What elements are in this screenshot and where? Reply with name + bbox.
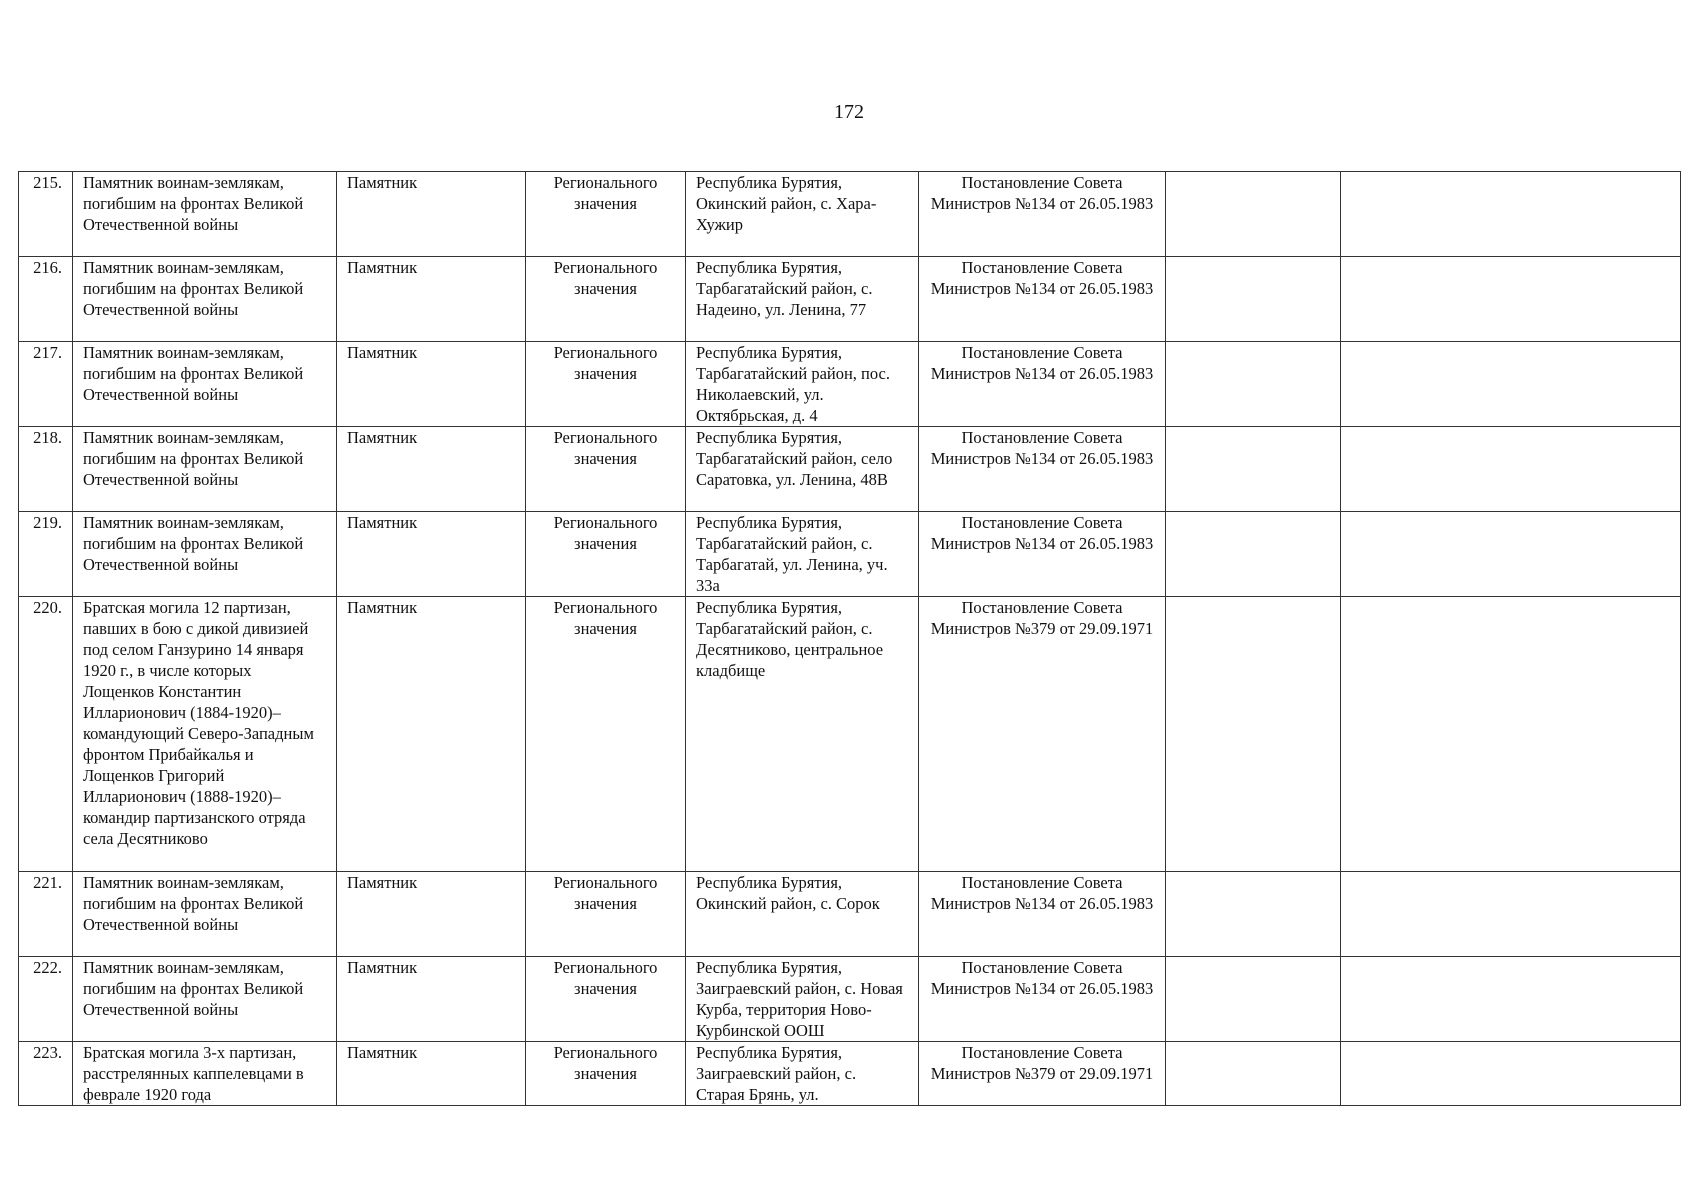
table-row bbox=[19, 342, 1681, 427]
protection-category: Регионального значения bbox=[526, 872, 686, 957]
object-location: Республика Бурятия, Тарбагатайский район, село Саратовка, ул. Ленина, 48В bbox=[686, 427, 919, 512]
object-type: Памятник bbox=[337, 1042, 526, 1106]
object-type: Памятник bbox=[337, 957, 526, 1042]
table-row bbox=[19, 427, 1681, 512]
protection-category: Регионального значения bbox=[526, 512, 686, 597]
object-name: Памятник воинам-землякам, погибшим на фронтах Великой Отечественной войны bbox=[73, 342, 337, 427]
table-row bbox=[19, 597, 1681, 872]
object-location: Республика Бурятия, Тарбагатайский район, с. Тарбагатай, ул. Ленина, уч. 33а bbox=[686, 512, 919, 597]
empty-cell bbox=[1341, 172, 1681, 257]
empty-cell bbox=[1166, 172, 1341, 257]
row-number: 220. bbox=[19, 597, 73, 872]
row-number: 216. bbox=[19, 257, 73, 342]
table-row bbox=[19, 512, 1681, 597]
empty-cell bbox=[1341, 872, 1681, 957]
object-name: Памятник воинам-землякам, погибшим на фронтах Великой Отечественной войны bbox=[73, 257, 337, 342]
object-type: Памятник bbox=[337, 872, 526, 957]
object-location: Республика Бурятия, Тарбагатайский район, с. Надеино, ул. Ленина, 77 bbox=[686, 257, 919, 342]
empty-cell bbox=[1341, 342, 1681, 427]
empty-cell bbox=[1341, 597, 1681, 872]
object-location: Республика Бурятия, Окинский район, с. Сорок bbox=[686, 872, 919, 957]
object-type: Памятник bbox=[337, 427, 526, 512]
legal-act: Постановление Совета Министров №379 от 29.09.1971 bbox=[919, 1042, 1166, 1106]
row-number: 219. bbox=[19, 512, 73, 597]
object-type: Памятник bbox=[337, 512, 526, 597]
object-name: Братская могила 3-х партизан, расстрелянных каппелевцами в феврале 1920 года bbox=[73, 1042, 337, 1106]
row-number: 215. bbox=[19, 172, 73, 257]
legal-act: Постановление Совета Министров №134 от 26.05.1983 bbox=[919, 872, 1166, 957]
row-number: 218. bbox=[19, 427, 73, 512]
row-number: 222. bbox=[19, 957, 73, 1042]
object-name: Братская могила 12 партизан, павших в бою с дикой дивизией под селом Ганзурино 14 января 1920 г., в числе которых Лощенков Константин Илларионович (1884-1920)–командующий Северо-Западным фронтом Прибайкалья и Лощенков Григорий Илларионович (1888-1920)–командир партизанского отряда села Десятниково bbox=[73, 597, 337, 872]
object-location: Республика Бурятия, Окинский район, с. Хара-Хужир bbox=[686, 172, 919, 257]
legal-act: Постановление Совета Министров №134 от 26.05.1983 bbox=[919, 427, 1166, 512]
table-row bbox=[19, 1042, 1681, 1106]
monuments-registry-table bbox=[18, 171, 1681, 1106]
object-location: Республика Бурятия, Тарбагатайский район, пос. Николаевский, ул. Октябрьская, д. 4 bbox=[686, 342, 919, 427]
protection-category: Регионального значения bbox=[526, 342, 686, 427]
legal-act: Постановление Совета Министров №134 от 26.05.1983 bbox=[919, 957, 1166, 1042]
object-type: Памятник bbox=[337, 257, 526, 342]
empty-cell bbox=[1341, 1042, 1681, 1106]
object-location: Республика Бурятия, Тарбагатайский район, с. Десятниково, центральное кладбище bbox=[686, 597, 919, 872]
table-row bbox=[19, 957, 1681, 1042]
protection-category: Регионального значения bbox=[526, 427, 686, 512]
page-number: 172 bbox=[834, 101, 864, 123]
row-number: 223. bbox=[19, 1042, 73, 1106]
object-type: Памятник bbox=[337, 342, 526, 427]
empty-cell bbox=[1166, 427, 1341, 512]
empty-cell bbox=[1166, 872, 1341, 957]
protection-category: Регионального значения bbox=[526, 957, 686, 1042]
object-name: Памятник воинам-землякам, погибшим на фронтах Великой Отечественной войны bbox=[73, 872, 337, 957]
table-row bbox=[19, 257, 1681, 342]
empty-cell bbox=[1166, 342, 1341, 427]
empty-cell bbox=[1166, 257, 1341, 342]
empty-cell bbox=[1341, 427, 1681, 512]
row-number: 217. bbox=[19, 342, 73, 427]
row-number: 221. bbox=[19, 872, 73, 957]
protection-category: Регионального значения bbox=[526, 597, 686, 872]
legal-act: Постановление Совета Министров №134 от 26.05.1983 bbox=[919, 172, 1166, 257]
table-row bbox=[19, 872, 1681, 957]
object-name: Памятник воинам-землякам, погибшим на фронтах Великой Отечественной войны bbox=[73, 957, 337, 1042]
empty-cell bbox=[1166, 512, 1341, 597]
legal-act: Постановление Совета Министров №134 от 26.05.1983 bbox=[919, 342, 1166, 427]
protection-category: Регионального значения bbox=[526, 257, 686, 342]
object-name: Памятник воинам-землякам, погибшим на фронтах Великой Отечественной войны bbox=[73, 427, 337, 512]
legal-act: Постановление Совета Министров №134 от 26.05.1983 bbox=[919, 257, 1166, 342]
object-location: Республика Бурятия, Заиграевский район, с. Новая Курба, территория Ново-Курбинской ООШ bbox=[686, 957, 919, 1042]
legal-act: Постановление Совета Министров №134 от 26.05.1983 bbox=[919, 512, 1166, 597]
empty-cell bbox=[1341, 257, 1681, 342]
table-row bbox=[19, 172, 1681, 257]
legal-act: Постановление Совета Министров №379 от 29.09.1971 bbox=[919, 597, 1166, 872]
empty-cell bbox=[1341, 957, 1681, 1042]
empty-cell bbox=[1341, 512, 1681, 597]
object-location: Республика Бурятия, Заиграевский район, с. Старая Брянь, ул. bbox=[686, 1042, 919, 1106]
protection-category: Регионального значения bbox=[526, 172, 686, 257]
empty-cell bbox=[1166, 1042, 1341, 1106]
object-type: Памятник bbox=[337, 597, 526, 872]
empty-cell bbox=[1166, 597, 1341, 872]
object-type: Памятник bbox=[337, 172, 526, 257]
protection-category: Регионального значения bbox=[526, 1042, 686, 1106]
object-name: Памятник воинам-землякам, погибшим на фронтах Великой Отечественной войны bbox=[73, 512, 337, 597]
object-name: Памятник воинам-землякам, погибшим на фронтах Великой Отечественной войны bbox=[73, 172, 337, 257]
empty-cell bbox=[1166, 957, 1341, 1042]
